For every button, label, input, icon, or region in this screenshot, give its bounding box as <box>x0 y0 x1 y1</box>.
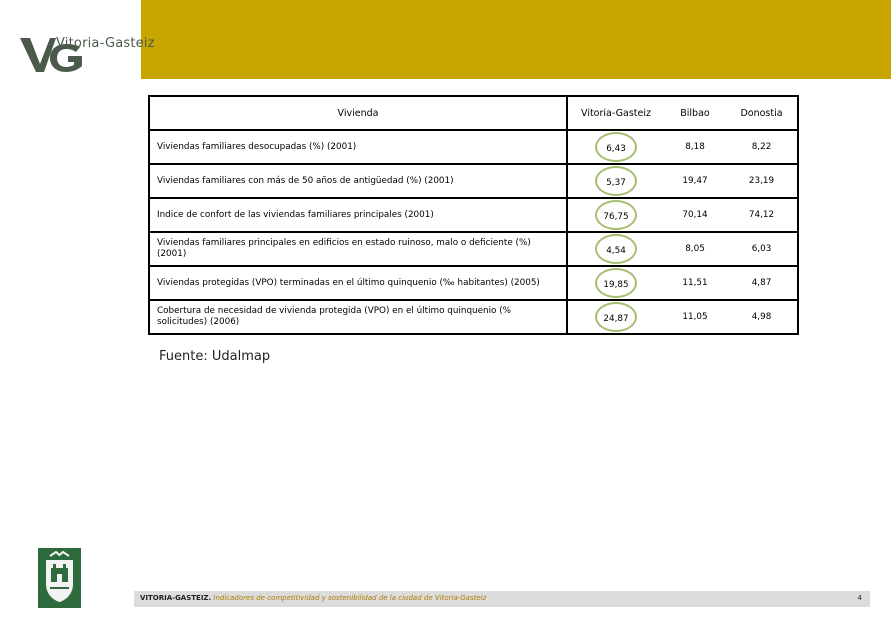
col-header-donostia: Donostia <box>726 96 798 130</box>
header-band <box>141 0 891 79</box>
highlight-circle: 19,85 <box>595 268 637 298</box>
page-number: 4 <box>857 594 862 602</box>
cell-vitoria <box>567 266 664 300</box>
row-label: Viviendas familiares con más de 50 años de antigüedad (%) (2001) <box>149 164 567 198</box>
table-row <box>149 232 798 266</box>
table-row <box>149 198 798 232</box>
cell-bilbao: 19,47 <box>664 164 726 198</box>
source-note: Fuente: Udalmap <box>159 349 271 364</box>
highlight-circle: 24,87 <box>595 302 637 332</box>
table-header-row <box>149 96 798 130</box>
table-row <box>149 130 798 164</box>
cell-bilbao: 11,51 <box>664 266 726 300</box>
table-row <box>149 266 798 300</box>
row-label: Viviendas familiares principales en edificios en estado ruinoso, malo o deficiente (%) (2001) <box>149 232 567 266</box>
highlight-circle: 76,75 <box>595 200 637 230</box>
row-label: Indice de confort de las viviendas familiares principales (2001) <box>149 198 567 232</box>
table-row <box>149 164 798 198</box>
cell-vitoria <box>567 164 664 198</box>
highlight-circle: 6,43 <box>595 132 637 162</box>
row-label: Viviendas familiares desocupadas (%) (2001) <box>149 130 567 164</box>
vitoria-gasteiz-logo <box>18 30 155 78</box>
city-crest <box>38 548 81 608</box>
cell-bilbao: 70,14 <box>664 198 726 232</box>
cell-vitoria <box>567 300 664 334</box>
highlight-circle: 4,54 <box>595 234 637 264</box>
col-header-bilbao: Bilbao <box>664 96 726 130</box>
table-row <box>149 300 798 334</box>
highlight-circle: 5,37 <box>595 166 637 196</box>
cell-donostia: 6,03 <box>726 232 798 266</box>
cell-vitoria <box>567 232 664 266</box>
col-header-vivienda: Vivienda <box>149 96 567 130</box>
cell-donostia: 4,98 <box>726 300 798 334</box>
cell-donostia: 8,22 <box>726 130 798 164</box>
col-header-vitoria: Vitoria-Gasteiz <box>567 96 664 130</box>
footer-band <box>134 591 870 607</box>
housing-table <box>148 95 799 335</box>
cell-bilbao: 8,05 <box>664 232 726 266</box>
cell-donostia: 23,19 <box>726 164 798 198</box>
cell-donostia: 4,87 <box>726 266 798 300</box>
cell-vitoria <box>567 198 664 232</box>
footer-subtitle: Indicadores de competitividad y sostenibilidad de la ciudad de Vitoria-Gasteiz <box>213 594 487 602</box>
row-label: Cobertura de necesidad de vivienda protegida (VPO) en el último quinquenio (% solicitudes) (2006) <box>149 300 567 334</box>
footer-org: VITORIA-GASTEIZ. <box>140 594 212 602</box>
cell-bilbao: 8,18 <box>664 130 726 164</box>
housing-table-container <box>148 95 797 335</box>
footer-text <box>140 594 486 602</box>
cell-donostia: 74,12 <box>726 198 798 232</box>
cell-vitoria <box>567 130 664 164</box>
logo-text: Vitoria-Gasteiz <box>56 36 155 51</box>
cell-bilbao: 11,05 <box>664 300 726 334</box>
row-label: Viviendas protegidas (VPO) terminadas en el último quinquenio (‰ habitantes) (2005) <box>149 266 567 300</box>
crest-icon <box>38 548 81 608</box>
